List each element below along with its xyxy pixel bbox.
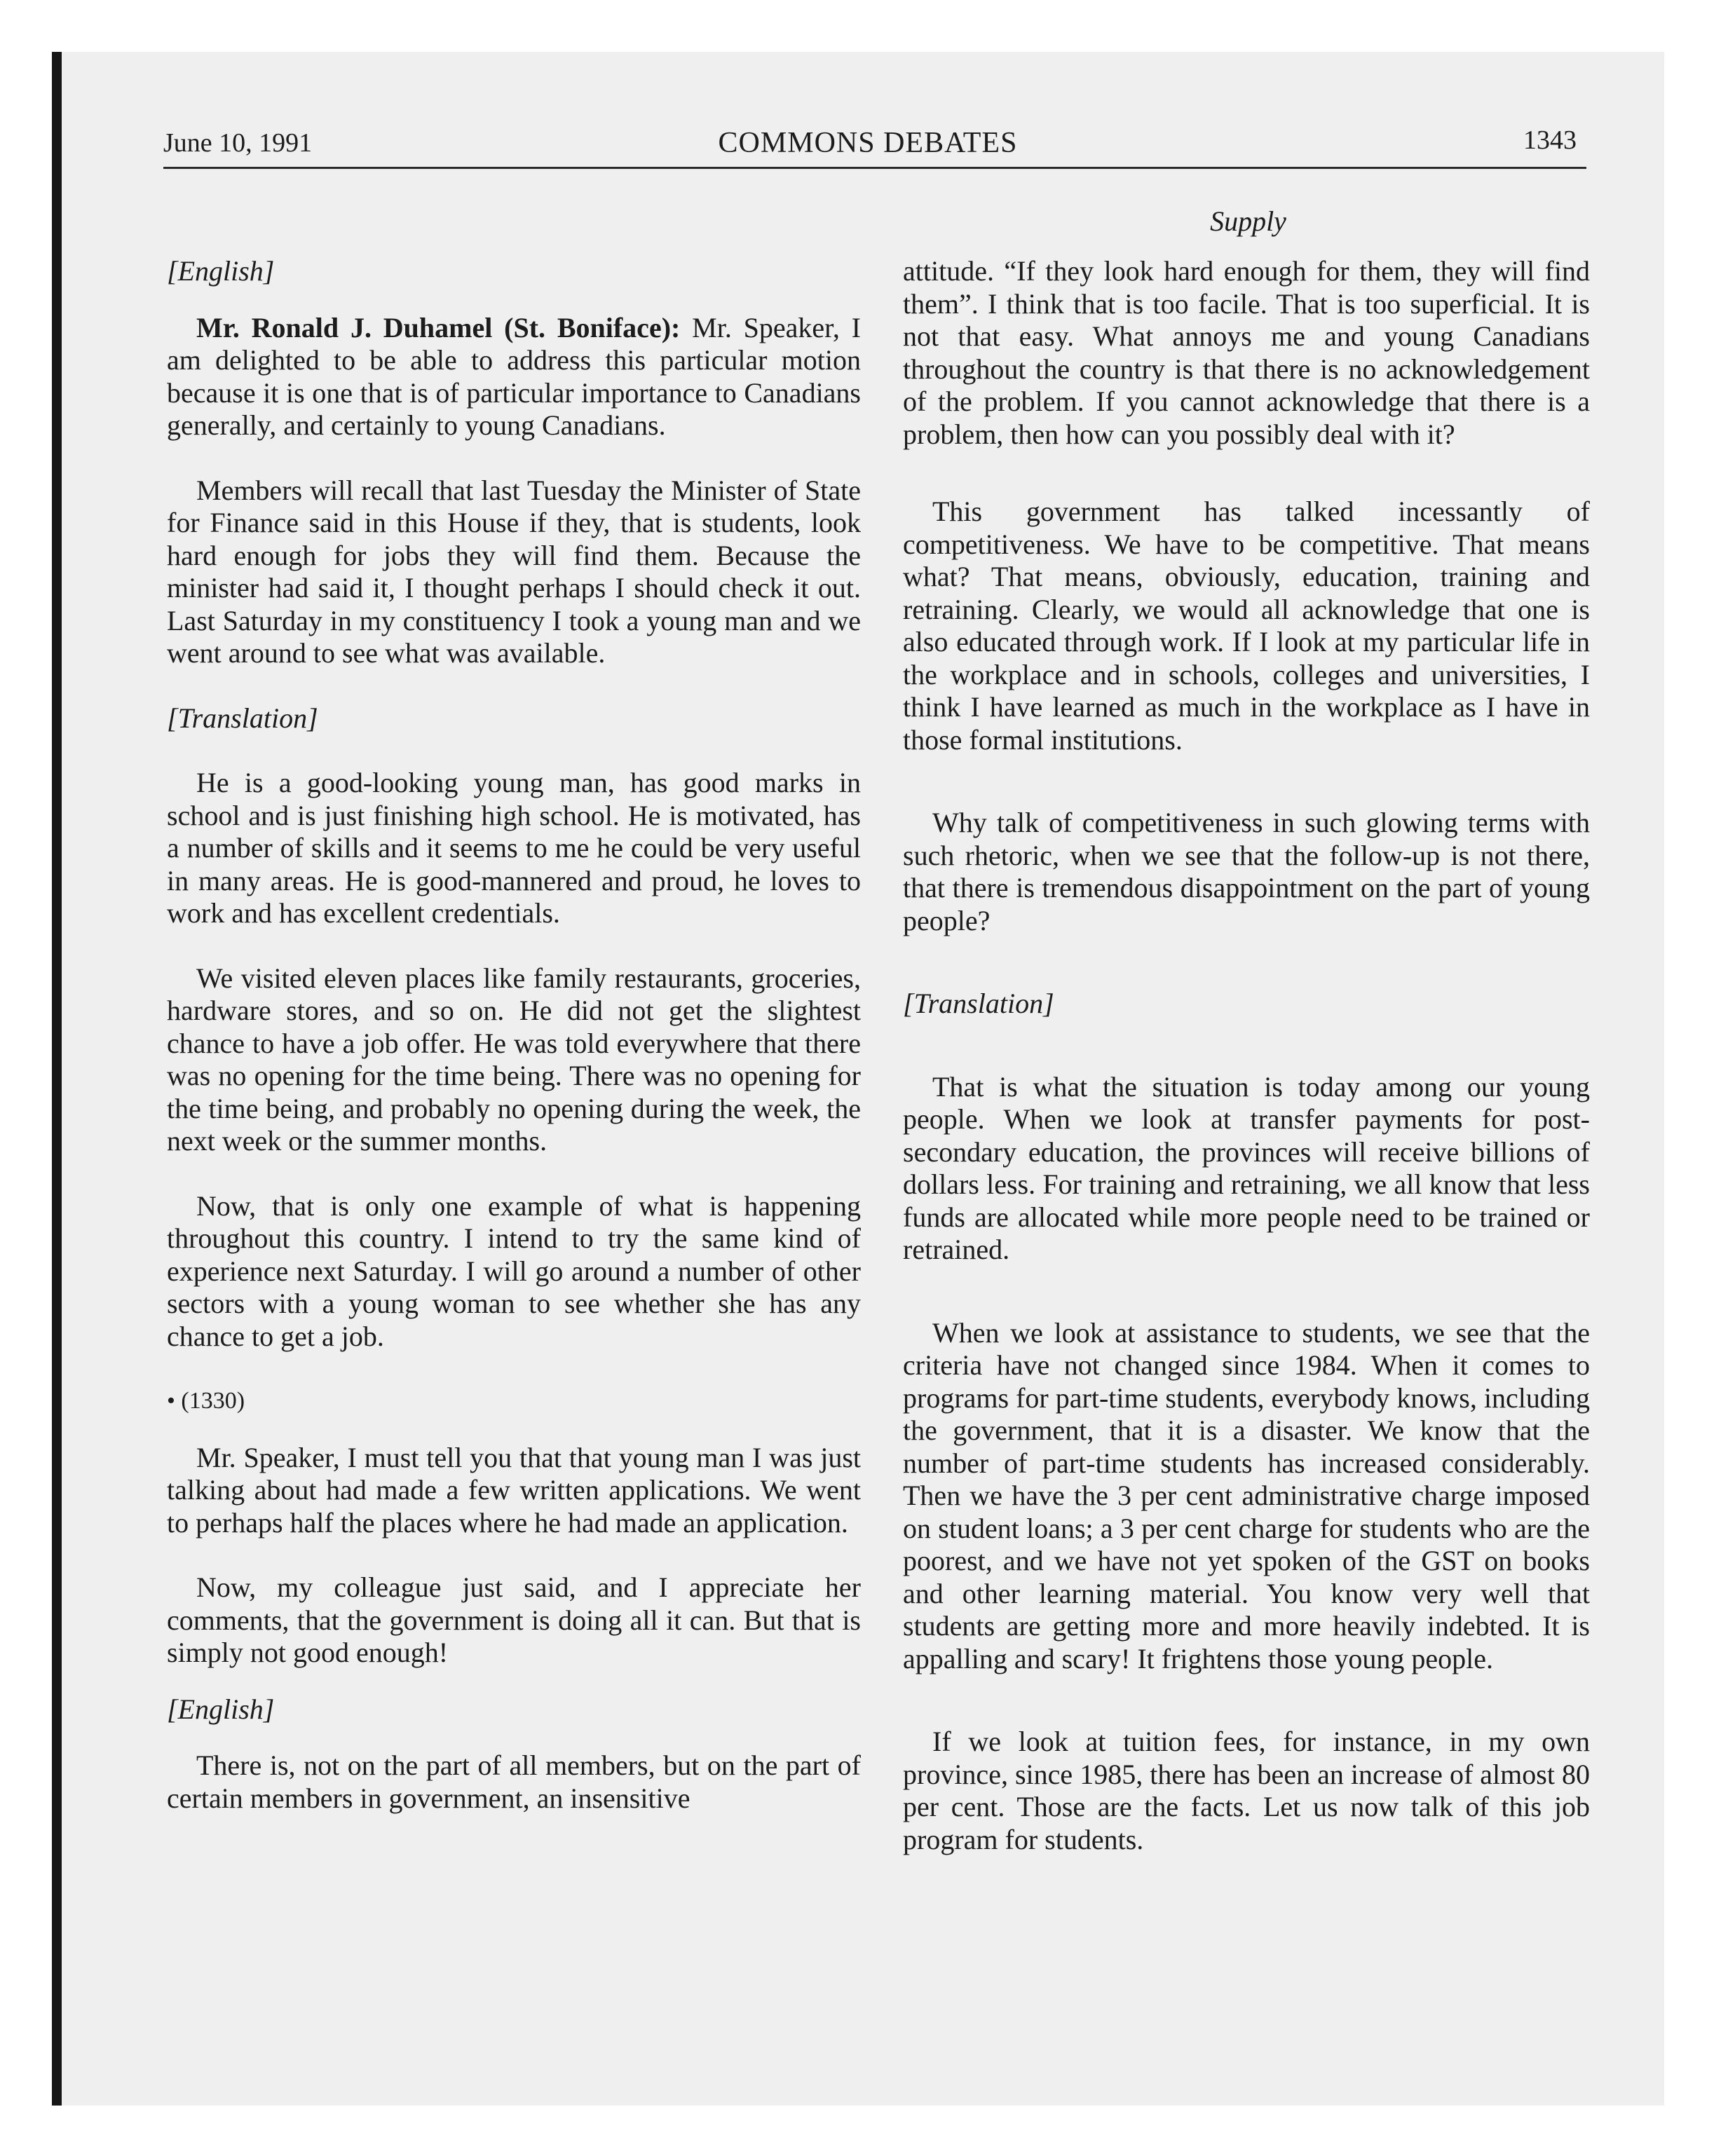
paragraph: attitude. “If they look hard enough for them, they will find them”. I think that is too facile. That is too superficial. It is not that easy. What annoys me and young Canadians throughout the country is that there is no acknowledgement of the problem. If you cannot acknowledge that there is a problem, then how can you possibly deal with it? [903, 255, 1590, 450]
language-label: [English] [167, 255, 275, 287]
paragraph: If we look at tuition fees, for instance, in my own province, since 1985, there has been an increase of almost 80 per cent. Those are the facts. Let us now talk of this job program for students. [903, 1726, 1590, 1855]
language-label: [English] [167, 1693, 275, 1725]
left-column [167, 255, 861, 1815]
document-page [52, 52, 1664, 2106]
paragraph: He is a good-looking young man, has good marks in school and is just finishing high school. He is motivated, has a number of skills and it seems to me he could be very useful in many areas. He is good-mannered and proud, he loves to work and has excellent credentials. [167, 767, 861, 929]
language-label: [Translation] [167, 702, 318, 734]
paragraph: There is, not on the part of all members, but on the part of certain members in government, an insensitive [167, 1749, 861, 1814]
paragraph: Members will recall that last Tuesday the Minister of State for Finance said in this House if they, that is students, look hard enough for jobs they will find them. Because the minister had said it, I thought perhaps I should check it out. Last Saturday in my constituency I took a young man and we went around to see what was available. [167, 474, 861, 669]
paragraph: Now, that is only one example of what is happening throughout this country. I intend to try the same kind of experience next Saturday. I will go around a number of other sectors with a young woman to see whether she has any chance to get a job. [167, 1189, 861, 1352]
paragraph: That is what the situation is today among our young people. When we look at transfer payments for post-secondary education, the provinces will receive billions of dollars less. For training and retraining, we all know that less funds are allocated while more people need to be trained or retrained. [903, 1070, 1590, 1265]
paragraph: Now, my colleague just said, and I appreciate her comments, that the government is doing all it can. But that is simply not good enough! [167, 1571, 861, 1668]
paragraph: When we look at assistance to students, we see that the criteria have not changed since 1984. When it comes to programs for part-time students, everybody knows, including the government, that it is a disaster. We know that the number of part-time students has increased considerably. Then we have the 3 per cent administrative charge imposed on student loans; a 3 per cent charge for students who are the poorest, and we have not yet spoken of the GST on books and other learning material. You know very well that students are getting more and more heavily indebted. It is appalling and scary! It frightens those young people. [903, 1316, 1590, 1674]
right-column [903, 255, 1590, 1856]
paragraph: We visited eleven places like family restaurants, groceries, hardware stores, and so on. He did not get the slightest chance to have a job offer. He was told everywhere that there was no opening for the time being. There was no opening for the time being, and probably no opening during the week, the next week or the summer months. [167, 962, 861, 1157]
paragraph [167, 312, 861, 442]
paragraph: Mr. Speaker, I must tell you that that young man I was just talking about had made a few written applications. We went to perhaps half the places where he had made an application. [167, 1441, 861, 1538]
language-label: [Translation] [903, 988, 1054, 1019]
paragraph: This government has talked incessantly of competitiveness. We have to be competitive. That means what? That means, obviously, education, training and retraining. Clearly, we would all acknowledge that one is also educated through work. If I look at my particular life in the workplace and in schools, colleges and universities, I think I have learned as much in the workplace as I have in those formal institutions. [903, 496, 1590, 756]
header-title: COMMONS DEBATES [718, 127, 1018, 159]
time-marker: • (1330) [167, 1388, 245, 1414]
header-rule [163, 167, 1586, 169]
paragraph-text: Mr. Speaker, I am delighted to be able to address this particular motion because it is one that is of particular importance to Canadians generally, and certainly to young Canadians. [167, 311, 861, 441]
speaker-name: Mr. Ronald J. Duhamel (St. Boniface): [196, 311, 681, 343]
section-title: Supply [1210, 205, 1286, 237]
paragraph: Why talk of competitiveness in such glowing terms with such rhetoric, when we see that the follow-up is not there, that there is tremendous disappointment on the part of young people? [903, 807, 1590, 936]
header-date: June 10, 1991 [163, 128, 313, 158]
header-page-number: 1343 [1523, 125, 1577, 155]
